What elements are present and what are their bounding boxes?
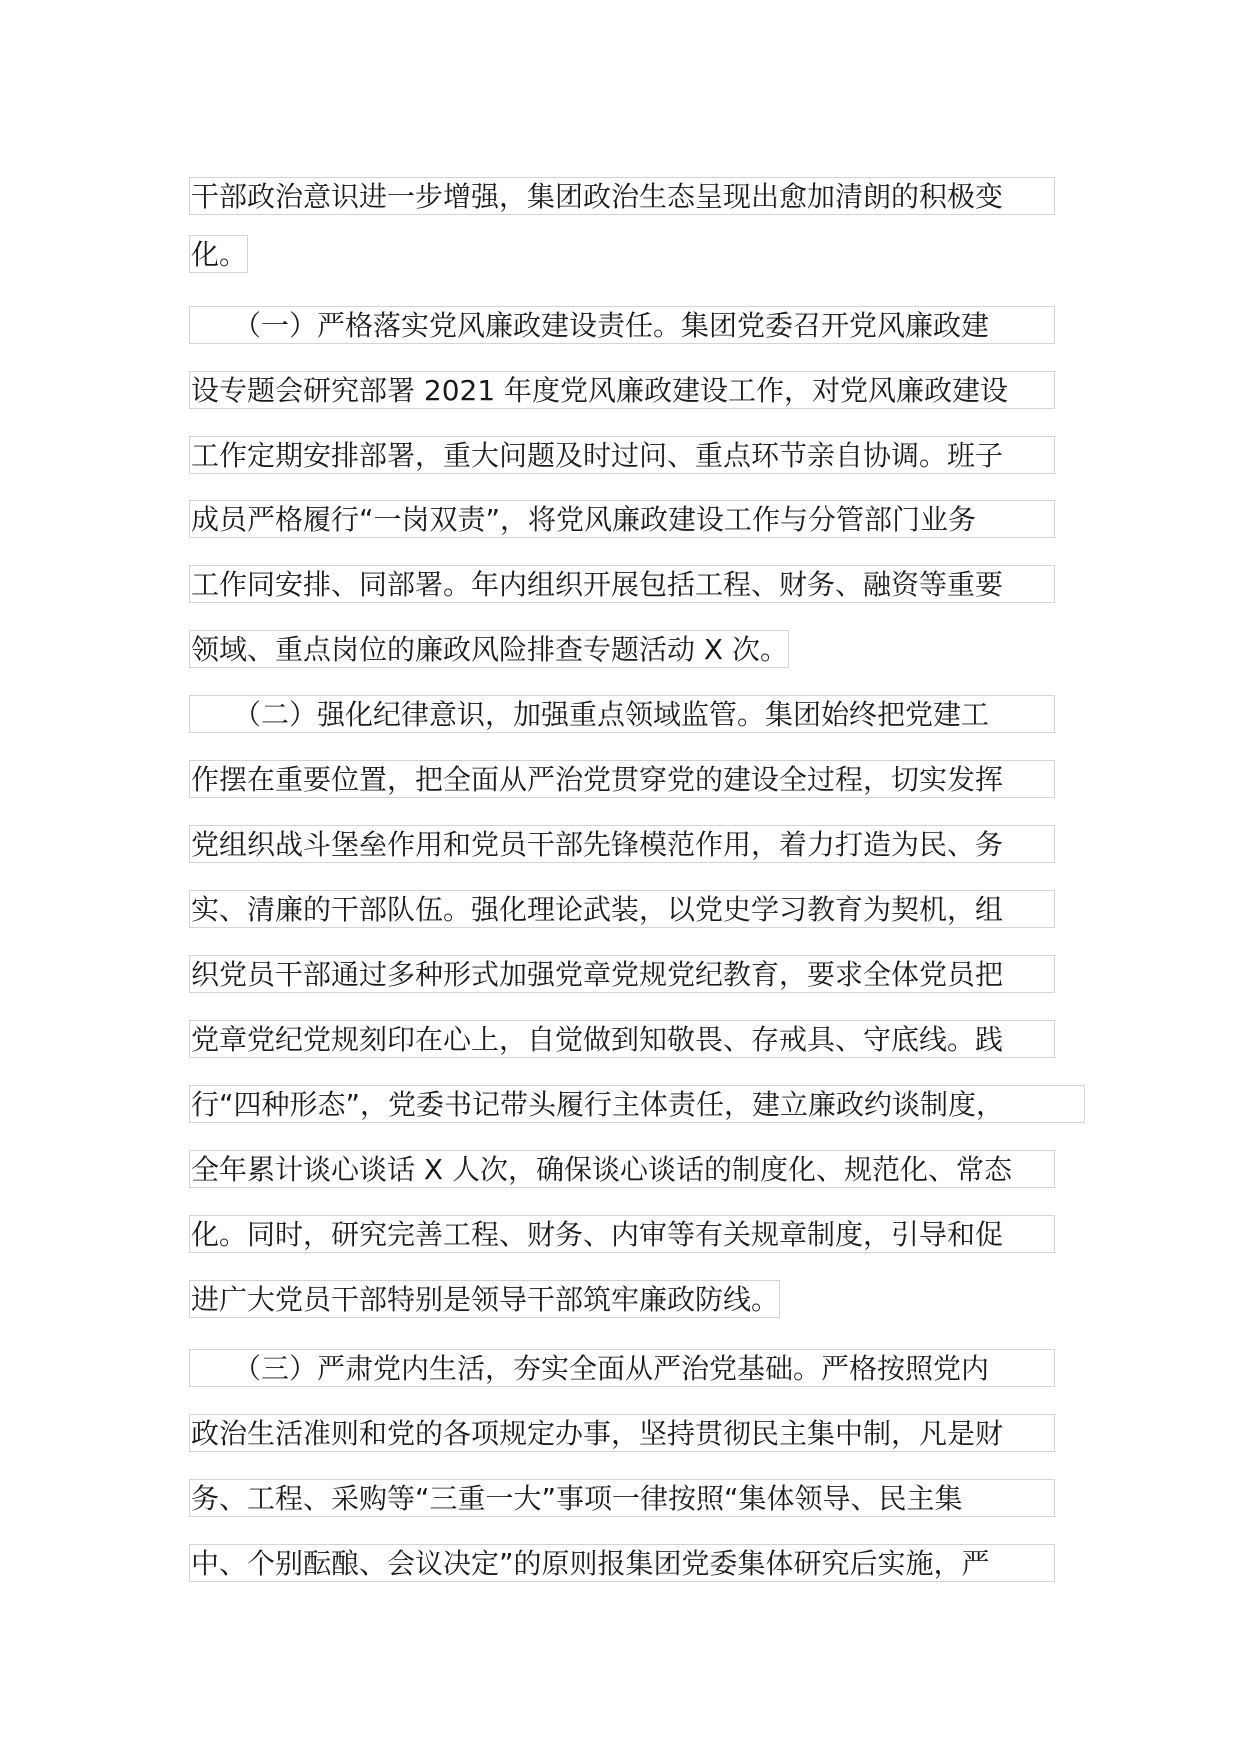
text-line: 织党员干部通过多种形式加强党章党规党纪教育，要求全体党员把 bbox=[189, 955, 1055, 993]
text-line: 设专题会研究部署 2021 年度党风廉政建设工作，对党风廉政建设 bbox=[189, 371, 1055, 409]
text-line: 进广大党员干部特别是领导干部筑牢廉政防线。 bbox=[189, 1280, 780, 1318]
text-line: 全年累计谈心谈话 X 人次，确保谈心谈话的制度化、规范化、常态 bbox=[189, 1150, 1055, 1188]
text-line: （二）强化纪律意识，加强重点领域监管。集团始终把党建工 bbox=[189, 695, 1055, 733]
text-line: 中、个别酝酿、会议决定”的原则报集团党委集体研究后实施，严 bbox=[189, 1544, 1055, 1582]
text-line: 党章党纪党规刻印在心上，自觉做到知敬畏、存戒具、守底线。践 bbox=[189, 1020, 1055, 1058]
text-line: 实、清廉的干部队伍。强化理论武装，以党史学习教育为契机，组 bbox=[189, 890, 1055, 928]
text-line: 工作定期安排部署，重大问题及时过问、重点环节亲自协调。班子 bbox=[189, 436, 1055, 474]
text-line: 政治生活准则和党的各项规定办事，坚持贯彻民主集中制，凡是财 bbox=[189, 1414, 1055, 1452]
text-line: （一）严格落实党风廉政建设责任。集团党委召开党风廉政建 bbox=[189, 306, 1055, 344]
text-line: 党组织战斗堡垒作用和党员干部先锋模范作用，着力打造为民、务 bbox=[189, 825, 1055, 863]
text-line: 作摆在重要位置，把全面从严治党贯穿党的建设全过程，切实发挥 bbox=[189, 760, 1055, 798]
text-line: 工作同安排、同部署。年内组织开展包括工程、财务、融资等重要 bbox=[189, 565, 1055, 603]
text-line: 务、工程、采购等“三重一大”事项一律按照“集体领导、民主集 bbox=[189, 1479, 1055, 1517]
text-line: 化。 bbox=[189, 235, 248, 273]
text-line: （三）严肃党内生活，夯实全面从严治党基础。严格按照党内 bbox=[189, 1349, 1055, 1387]
text-line: 化。同时，研究完善工程、财务、内审等有关规章制度，引导和促 bbox=[189, 1215, 1055, 1253]
text-line: 领域、重点岗位的廉政风险排查专题活动 X 次。 bbox=[189, 630, 789, 668]
text-line: 干部政治意识进一步增强，集团政治生态呈现出愈加清朗的积极变 bbox=[189, 177, 1055, 215]
text-line: 成员严格履行“一岗双责”，将党风廉政建设工作与分管部门业务 bbox=[189, 500, 1055, 538]
text-line: 行“四种形态”，党委书记带头履行主体责任，建立廉政约谈制度， bbox=[189, 1085, 1085, 1123]
